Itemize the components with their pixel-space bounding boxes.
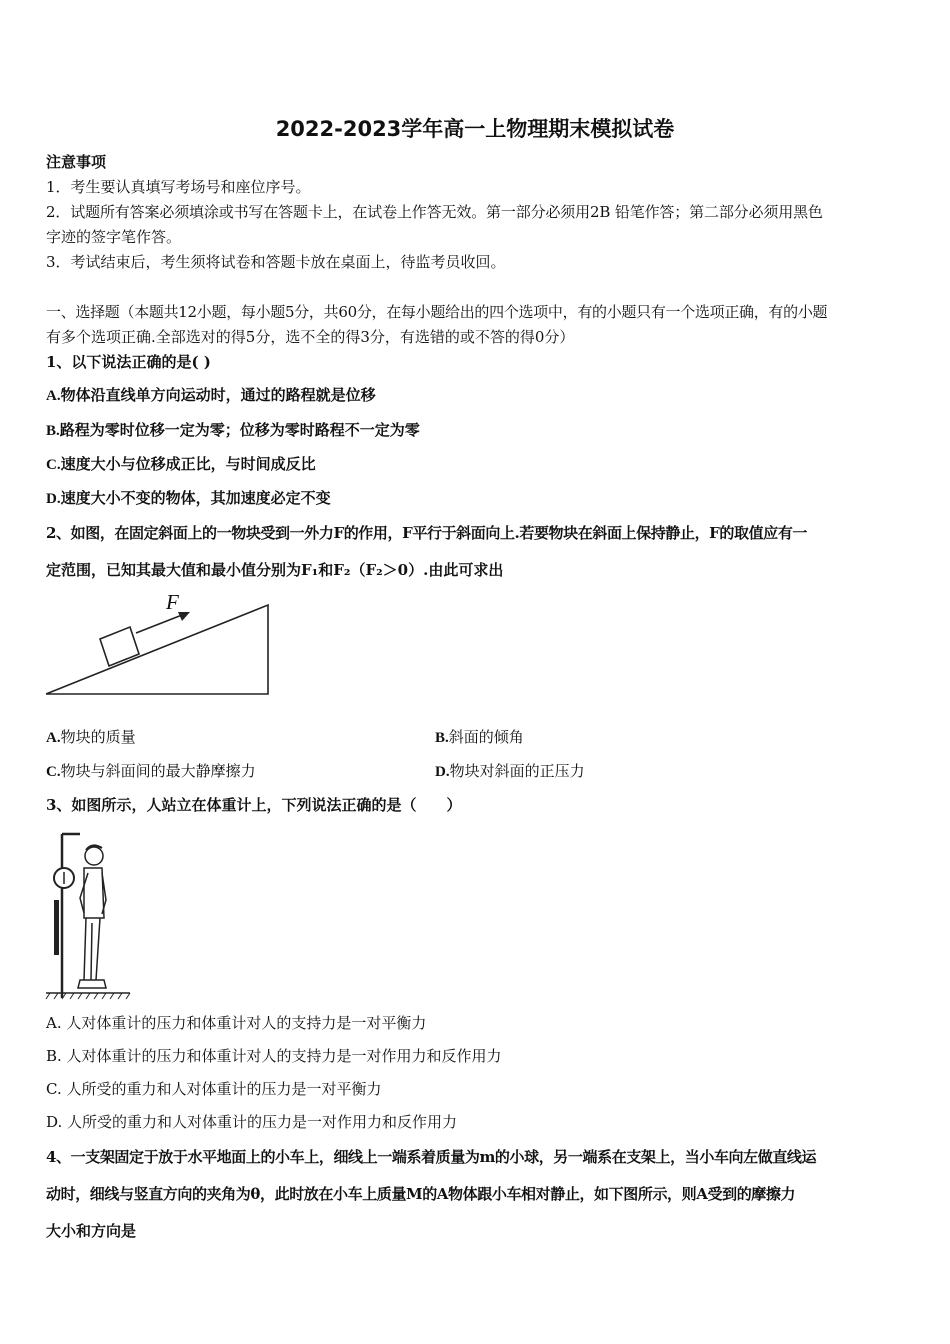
notice-line: 2．试题所有答案必须填涂或书写在答题卡上，在试卷上作答无效。第一部分必须用2B 铅笔作答；第二部分必须用黑色 [46, 203, 823, 221]
q4-stem-line: 动时，细线与竖直方向的夹角为θ，此时放在小车上质量M的A物体跟小车相对静止，如下图所示，则A受到的摩擦力 [46, 1185, 796, 1203]
section-heading: 一、选择题（本题共12小题，每小题5分，共60分，在每小题给出的四个选项中，有的小题只有一个选项正确，有的小题 [46, 303, 828, 321]
q3-option-d: D. 人所受的重力和人对体重计的压力是一对作用力和反作用力 [46, 1113, 458, 1131]
force-arrow-line [136, 615, 182, 633]
scale-rod [54, 900, 59, 955]
q2-option-d: D.物块对斜面的正压力 [435, 762, 585, 780]
q2-option-a: A.物块的质量 [46, 728, 136, 746]
q4-stem-line: 4、一支架固定于放于水平地面上的小车上，细线上一端系着质量为m的小球，另一端系在支架上，当小车向左做直线运 [46, 1148, 817, 1166]
notice-line: 1．考生要认真填写考场号和座位序号。 [46, 178, 311, 196]
head-shape [85, 847, 103, 865]
legs-shape [84, 918, 100, 980]
q1-option-b: B.路程为零时位移一定为零；位移为零时路程不一定为零 [46, 421, 420, 439]
q2-stem-line2: 定范围，已知其最大值和最小值分别为F₁和F₂（F₂＞0）.由此可求出 [46, 561, 504, 579]
ground-hatch [46, 993, 130, 999]
notice-line: 字迹的签字笔作答。 [46, 228, 182, 246]
q2-option-b: B.斜面的倾角 [435, 728, 524, 746]
scale-pole [62, 834, 80, 998]
scale-person-figure [44, 828, 134, 1000]
notice-heading: 注意事项 [46, 153, 107, 171]
incline-figure [40, 588, 275, 700]
q3-option-c: C. 人所受的重力和人对体重计的压力是一对平衡力 [46, 1080, 382, 1098]
q1-stem: 1、以下说法正确的是( ) [46, 353, 211, 371]
q1-option-a: A.物体沿直线单方向运动时，通过的路程就是位移 [46, 386, 376, 404]
q3-option-a: A. 人对体重计的压力和体重计对人的支持力是一对平衡力 [46, 1014, 427, 1032]
q2-stem-line1: 2、如图，在固定斜面上的一物块受到一外力F的作用，F平行于斜面向上.若要物块在斜面上保持静止，F的取值应有一 [46, 524, 808, 542]
page-title: 2022-2023学年高一上物理期末模拟试卷 [275, 117, 675, 141]
incline-triangle [46, 605, 268, 694]
force-label: F [166, 590, 179, 614]
q3-option-b: B. 人对体重计的压力和体重计对人的支持力是一对作用力和反作用力 [46, 1047, 502, 1065]
section-heading: 有多个选项正确.全部选对的得5分，选不全的得3分，有选错的或不答的得0分） [46, 328, 575, 346]
q1-option-c: C.速度大小与位移成正比，与时间成反比 [46, 455, 316, 473]
notice-line: 3．考试结束后，考生须将试卷和答题卡放在桌面上，待监考员收回。 [46, 253, 506, 271]
scale-platform [78, 980, 106, 988]
q3-stem: 3、如图所示，人站立在体重计上，下列说法正确的是（ ） [46, 796, 462, 814]
q1-option-d: D.速度大小不变的物体，其加速度必定不变 [46, 489, 331, 507]
block-shape [100, 627, 139, 666]
q2-option-c: C.物块与斜面间的最大静摩擦力 [46, 762, 256, 780]
q4-stem-line: 大小和方向是 [46, 1222, 137, 1240]
